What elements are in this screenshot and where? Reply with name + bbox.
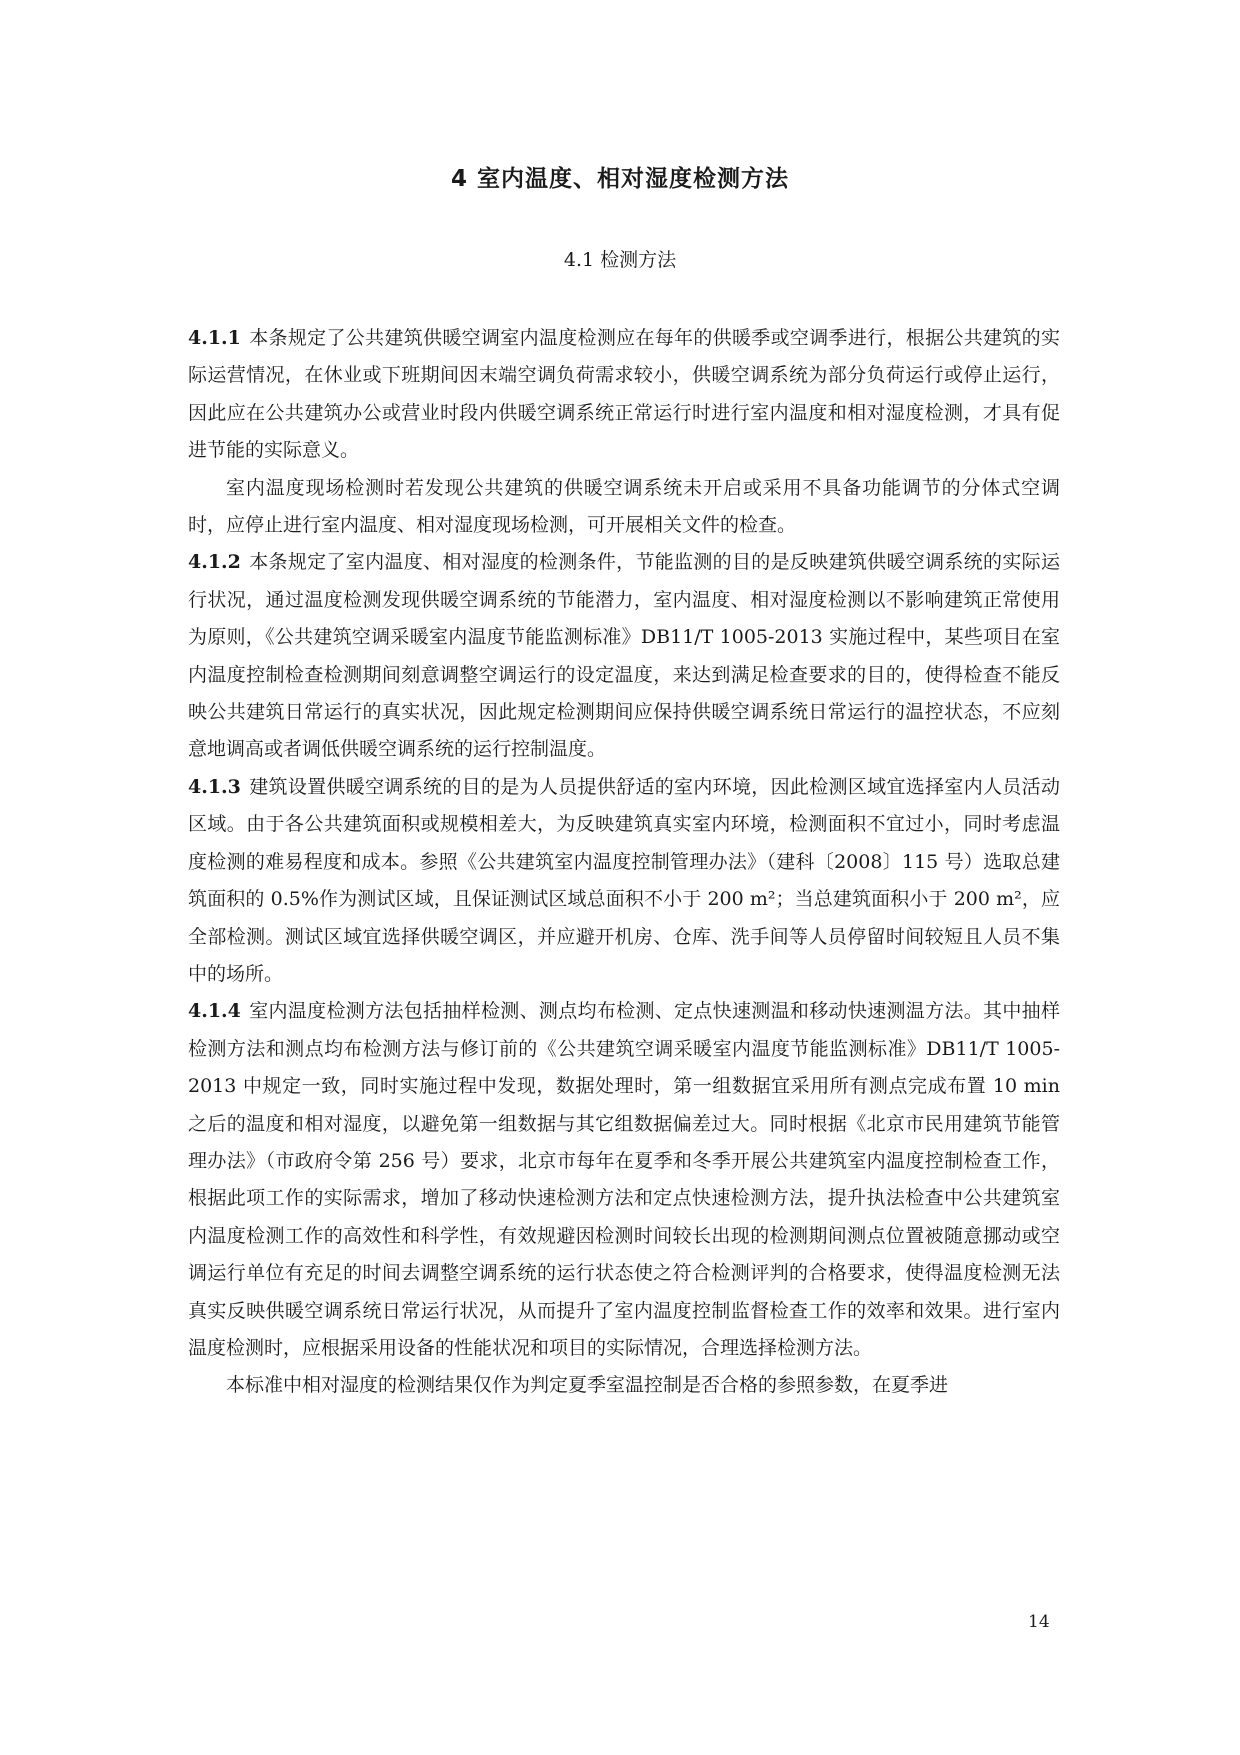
paragraph-4-1-4 — [188, 993, 1060, 1367]
paragraph-text: 本条规定了室内温度、相对湿度的检测条件，节能监测的目的是反映建筑供暖空调系统的实际运行状况，通过温度检测发现供暖空调系统的节能潜力，室内温度、相对湿度检测以不影响建筑正常使用为原则，《公共建筑空调采暖室内温度节能监测标准》DB11/T 1005-2013 实施过程中，某些项目在室内温度控制检查检测期间刻意调整空调运行的设定温度，来达到满足检查要求的目的，使得检查不能反映公共建筑日常运行的真实状况，因此规定检测期间应保持供暖空调系统日常运行的温控状态，不应刻意地调高或者调低供暖空调系统的运行控制温度。 — [188, 551, 1060, 761]
paragraph-4-1-2 — [188, 544, 1060, 768]
paragraph-text: 室内温度检测方法包括抽样检测、测点均布检测、定点快速测温和移动快速测温方法。其中抽样检测方法和测点均布检测方法与修订前的《公共建筑空调采暖室内温度节能监测标准》DB11/T 1005-2013 中规定一致，同时实施过程中发现，数据处理时，第一组数据宜采用所有测点完成布置 10 min 之后的温度和相对湿度，以避免第一组数据与其它组数据偏差过大。同时根据《北京市民用建筑节能管理办法》（市政府令第 256 号）要求，北京市每年在夏季和冬季开展公共建筑室内温度控制检查工作，根据此项工作的实际需求，增加了移动快速检测方法和定点快速检测方法，提升执法检查中公共建筑室内温度检测工作的高效性和科学性，有效规避因检测时间较长出现的检测期间测点位置被随意挪动或空调运行单位有充足的时间去调整空调系统的运行状态使之符合检测评判的合格要求，使得温度检测无法真实反映供暖空调系统日常运行状况，从而提升了室内温度控制监督检查工作的效率和效果。进行室内温度检测时，应根据采用设备的性能状况和项目的实际情况，合理选择检测方法。 — [188, 1000, 1060, 1359]
section-title: 4.1 检测方法 — [563, 249, 677, 271]
paragraph-text: 本条规定了公共建筑供暖空调室内温度检测应在每年的供暖季或空调季进行，根据公共建筑的实际运营情况，在休业或下班期间因末端空调负荷需求较小，供暖空调系统为部分负荷运行或停止运行，因此应在公共建筑办公或营业时段内供暖空调系统正常运行时进行室内温度和相对湿度检测，才具有促进节能的实际意义。 — [188, 327, 1060, 462]
body-text — [188, 320, 1060, 1405]
paragraph-continuation — [188, 1367, 1060, 1404]
clause-number: 4.1.2 — [188, 551, 241, 574]
chapter-title: 4 室内温度、相对湿度检测方法 — [450, 166, 789, 192]
paragraph-text: 建筑设置供暖空调系统的目的是为人员提供舒适的室内环境，因此检测区域宜选择室内人员活动区域。由于各公共建筑面积或规模相差大，为反映建筑真实室内环境，检测面积不宜过小，同时考虑温度检测的难易程度和成本。参照《公共建筑室内温度控制管理办法》（建科〔2008〕115 号）选取总建筑面积的 0.5%作为测试区域，且保证测试区域总面积不小于 200 m²；当总建筑面积小于 200 m²，应全部检测。测试区域宜选择供暖空调区，并应避开机房、仓库、洗手间等人员停留时间较短且人员不集中的场所。 — [188, 775, 1060, 985]
clause-number: 4.1.3 — [188, 775, 241, 798]
paragraph-text: 室内温度现场检测时若发现公共建筑的供暖空调系统未开启或采用不具备功能调节的分体式空调时，应停止进行室内温度、相对湿度现场检测，可开展相关文件的检查。 — [188, 476, 1060, 537]
paragraph-4-1-3 — [188, 769, 1060, 993]
clause-number: 4.1.1 — [188, 327, 241, 349]
clause-number: 4.1.4 — [188, 1000, 241, 1023]
paragraph-text: 本标准中相对湿度的检测结果仅作为判定夏季室温控制是否合格的参照参数，在夏季进 — [226, 1374, 949, 1397]
page-number: 14 — [1028, 1612, 1050, 1632]
paragraph-4-1-1 — [188, 320, 1060, 470]
paragraph-continuation — [188, 470, 1060, 545]
